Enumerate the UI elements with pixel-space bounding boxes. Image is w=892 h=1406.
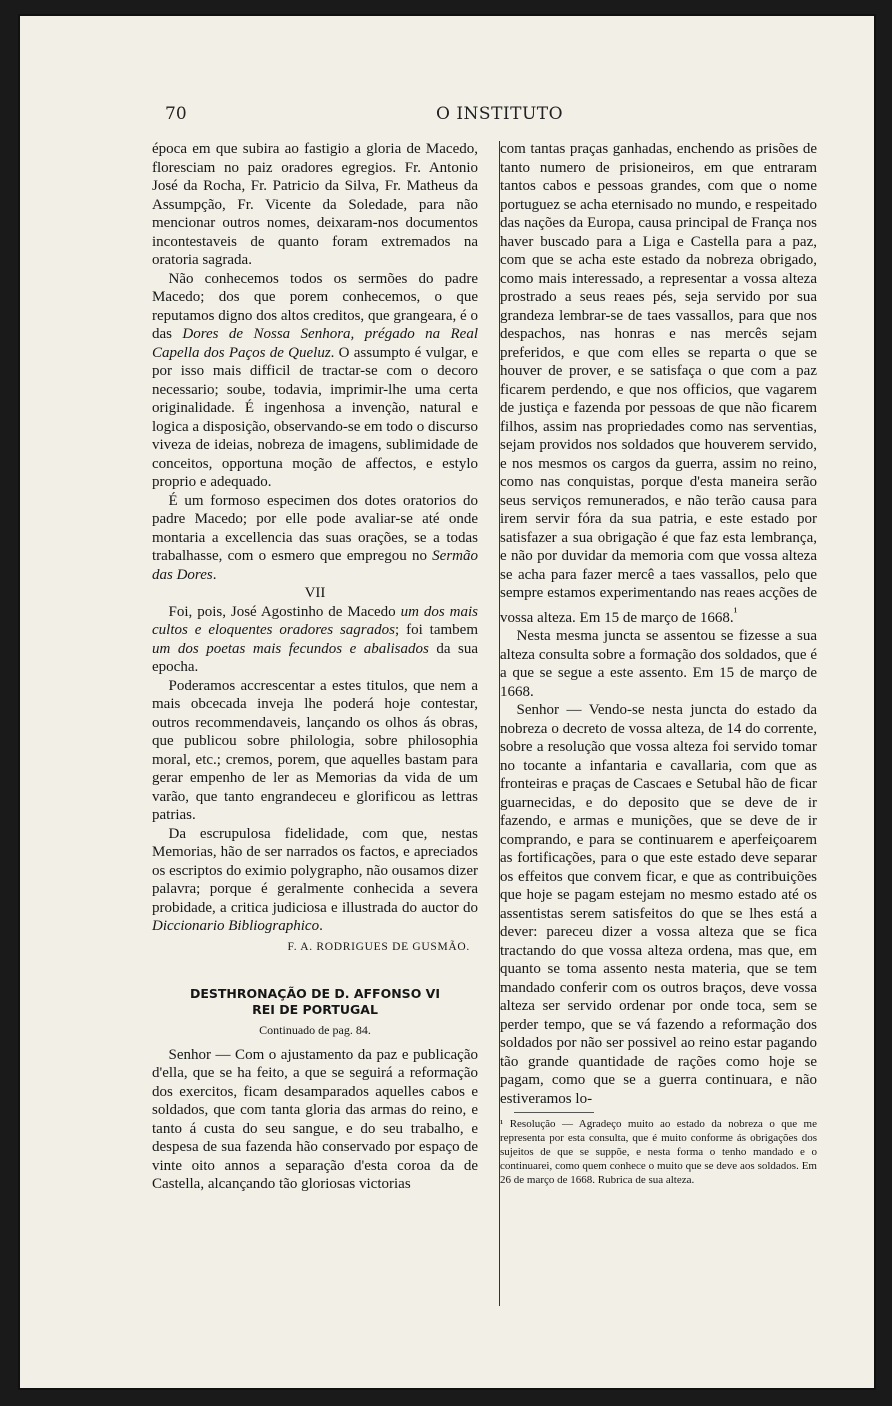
article-title: DESTHRONAÇÃO DE D. AFFONSO VI REI DE PORTUGAL bbox=[189, 986, 440, 1017]
paragraph: com tantas praças ganhadas, enchendo as prisões de tanto numero de prisioneiros, em que entraram tantos cabos e pessoas grandes, com que o nome portuguez se acha eternisado no mundo, e respeitado das nações da Europa, causa principal de França nos haver buscado para a Liga e Castella para a paz, com que se acha este estado da nobreza obrigado, como mais interessado, a representar a vossa alteza prostrado a seus reaes pés, seja servido por sua grandeza lembrar-se de taes vassallos, para que nos despachos, nas honras e nas mercês sejam preferidos, e que com elles se reparta o que se houver de prover, e se satisfaça o que com a paz ficarem perdendo, e que nos officios, que vagarem de justiça e fazenda por pessoas de que não ficarem filhos, assim nas propriedades como nas serventias, sejam providos nos soldados que houverem servido, e nos mesmos os cargos da guerra, assim no reino, como nas conquistas, porque d'esta maneira serão seus serviços remunerados, e não terão causa para irem servir fóra da sua patria, e este estado por satisfazer a sua obrigação é que faz esta lembrança, e não por duvidar da memoria com que vossa alteza se acha para fazer mercê a taes vassallos, pelo que sempre estamos experimentando nas reaes acções de vossa alteza. Em 15 de março de 1668.$^{^1}$ bbox=[500, 141, 817, 626]
paragraph: Foi, pois, José Agostinho de Macedo um dos mais cultos e eloquentes oradores sagrados; foi tambem um dos poetas mais fecundos e abalisados da sua epocha. bbox=[152, 603, 478, 675]
footnote: ¹ Resolução — Agradeço muito ao estado da nobreza o que me representa por esta consulta, que é muito conforme ás obrigações dos sujeitos de que se suppõe, e nesta forma o tenho mandado e o continuarei, como quem conhece o muito que se deve aos soldados. Em 26 de março de 1668. Rubrica de sua alteza. bbox=[500, 1118, 817, 1186]
footnote-marker: ¹ bbox=[733, 604, 738, 619]
paragraph: Da escrupulosa fidelidade, com que, nestas Memorias, hão de ser narrados os factos, e apreciados os escriptos do eximio polygrapho, não ousamos dizer palavra; porque é geralmente conhecida a severa probidade, a critica judiciosa e illustrada do auctor do Diccionario Bibliographico. bbox=[152, 825, 478, 934]
paragraph: Poderamos accrescentar a estes titulos, que nem a mais obcecada inveja lhe poderá hoje contestar, outros recommendaveis, lançando os olhos ás obras, que publicou sobre philologia, sobre philosophia moral, etc.; cremos, porem, que aquelles bastam para gerar empenho de ler as Memorias da vida de um varão, que tanto engrandeceu e glorificou as lettras patrias. bbox=[152, 677, 478, 823]
paragraph: Senhor — Com o ajustamento da paz e publicação d'ella, que se ha feito, a que se seguirá a reformação dos exercitos, ficam desamparados aquelles cabos e soldados, que com tanta gloria das armas do reino, e tanto á custa do seu sangue, e do seu trabalho, e despesa de sua fazenda hão conservado por espaço de vinte oito annos a separação d'esta coroa da de Castella, alcançando tão gloriosas victorias bbox=[152, 1046, 478, 1192]
paragraph: Nesta mesma juncta se assentou se fizesse a sua alteza consulta sobre a formação dos soldados, que é a que se segue a este assento. Em 15 de março de 1668. bbox=[500, 628, 817, 700]
section-heading: VII bbox=[304, 585, 326, 601]
left-column bbox=[152, 140, 478, 1194]
continued-note: Continuado de pag. 84. bbox=[259, 1023, 371, 1037]
running-head: O INSTITUTO bbox=[436, 104, 564, 124]
journal-page bbox=[18, 14, 876, 1390]
paragraph: época em que subira ao fastigio a gloria de Macedo, floresciam no paiz oradores egregios. Fr. Antonio José da Rocha, Fr. Patricio da Silva, Fr. Matheus da Assumpção, Fr. Vicente da Soledade, para não mencionar outros nomes, deixaram-nos documentos incontestaveis de quanto foram extremados na oratoria sagrada. bbox=[152, 141, 478, 268]
page-number: 70 bbox=[165, 104, 187, 124]
author-signature: F. A. RODRIGUES DE GUSMÃO. bbox=[287, 940, 470, 953]
paragraph: É um formoso especimen dos dotes oratorios do padre Macedo; por elle pode avaliar-se até onde montaria a excellencia das suas orações, se a todas trabalhasse, com o esmero que empregou no Sermão das Dores. bbox=[152, 492, 478, 583]
paragraph: Não conhecemos todos os sermões do padre Macedo; dos que porem conhecemos, o que reputamos digno dos altos creditos, que grangeara, é o das Dores de Nossa Senhora, prégado na Real Capella dos Paços de Queluz. O assumpto é vulgar, e por isso mais difficil de tractar-se com o decoro necessario; soube, todavia, imprimir-lhe uma certa originalidade. É ingenhosa a invenção, natural e logica a disposição, observando-se em todo o discurso viveza de ideias, nobreza de imagens, sublimidade de conceitos, opportuna moção de affectos, e estylo proprio e adequado. bbox=[152, 270, 478, 490]
right-column bbox=[500, 140, 817, 1187]
footnote-rule bbox=[514, 1112, 594, 1113]
paragraph: Senhor — Vendo-se nesta juncta do estado da nobreza o decreto de vossa alteza, de 14 do corrente, sobre a resolução que vossa alteza foi servido tomar no tocante a infantaria e cavallaria, com que as fronteiras e praças de Cascaes e Setubal hão de ficar guarnecidas, e do deposito que se deve de ir fazendo, e armas e munições, que se deve de ir comprando, e para se continuarem e aperfeiçoarem as fortificações, para o que este estado deve separar os effeitos que convem ficar, e que as contribuições que hoje se pagam estejam no mesmo estado até os assentistas serem satisfeitos do que se lhes está a dever: pareceu dizer a vossa alteza que se fica tractando do que vossa alteza ordena, mas que, em quanto se toma assento nesta materia, que se tem mandado conferir com os outros braços, deve vossa alteza ser servido ordenar por onde toca, sem se perder tempo, que se vá fazendo a reformação dos soldados por não ser possivel ao reino estar pagando tão grande quantidade de rações como hoje se pagam, como que se a guerra continuara, e não estiveramos lo- bbox=[500, 702, 817, 1107]
